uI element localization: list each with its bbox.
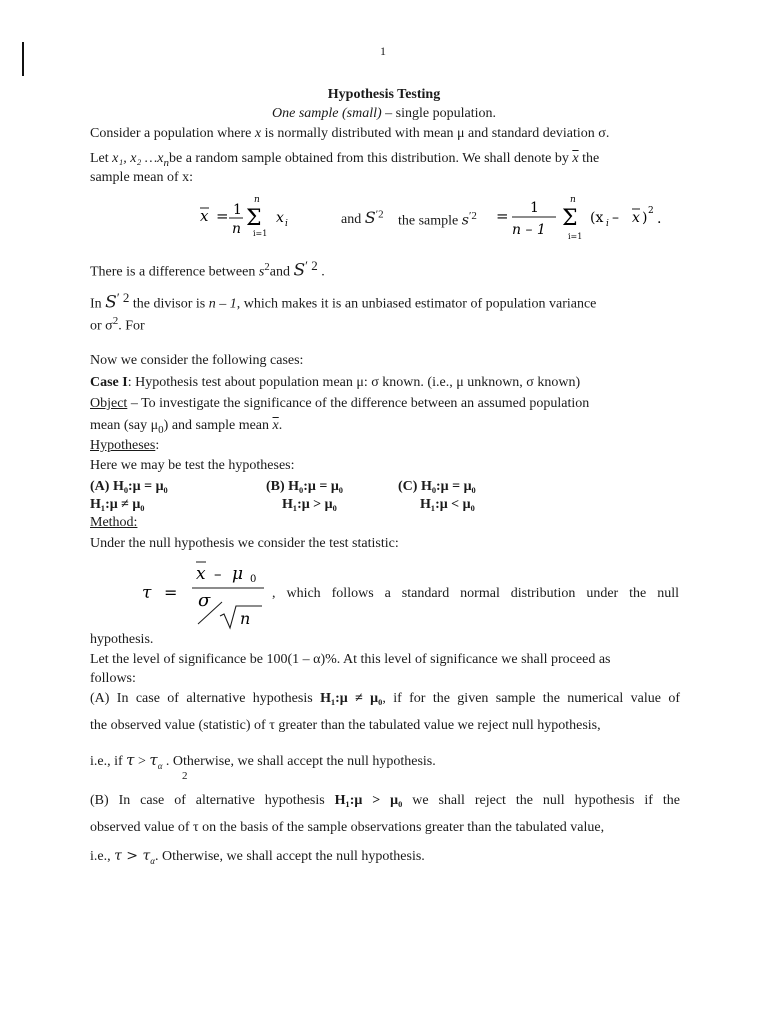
- svg-text:0: 0: [250, 574, 257, 585]
- hypotheses-heading: Hypotheses:: [90, 438, 160, 453]
- margin-mark: [22, 42, 24, 76]
- svg-text:n: n: [232, 221, 242, 237]
- hypothesis-c-h1: H₁:μ < μ₀: [420, 497, 475, 512]
- intro-line-2: Let x₁, x₂ $\dots x_nbe$ a random sample obtained from this distribution. We shall denote by $\overline{x}$ the: [90, 151, 600, 169]
- svg-text:=: =: [496, 207, 509, 225]
- part-a-alpha-denominator: 2: [182, 770, 188, 782]
- significance-line-1: Let the level of significance be 100(1 – α)%. At this level of significance we shall proceed as: [90, 652, 611, 667]
- svg-text:=: =: [216, 207, 229, 225]
- divisor-line-1: In $S^{' 2}$ the divisor is n – 1, which makes it is an unbiased estimator of population variance: [90, 290, 597, 313]
- svg-text:1: 1: [233, 202, 242, 218]
- sample-variance-formula: [494, 194, 674, 244]
- svg-text:n: n: [254, 195, 260, 205]
- statistic-follows-text: , which follows a standard normal distribution under the null: [272, 586, 679, 601]
- svg-text:x: x: [196, 564, 206, 584]
- page-number: 1: [380, 44, 386, 58]
- hypothesis-b-h0: (B) H₀:μ = μ₀: [266, 479, 343, 494]
- cases-intro: Now we consider the following cases:: [90, 353, 304, 368]
- svg-text:n – 1: n – 1: [512, 222, 546, 238]
- divisor-line-2: or $\sigma^2$. For: [90, 315, 145, 334]
- svg-text:Σ: Σ: [562, 206, 578, 231]
- part-b-line-1: (B) In case of alternative hypothesis H₁:μ > μ₀ we shall reject the null hypothesis if the: [90, 793, 680, 808]
- hypothesis-a-h1: H₁:μ ≠ μ₀: [90, 497, 145, 512]
- svg-text:1: 1: [530, 200, 539, 216]
- part-a-line-3: i.e., if $\tau > \tau_\alpha$ . Otherwise, we shall accept the null hypothesis.: [90, 751, 436, 771]
- hypothesis-a-h0: (A) H₀:μ = μ₀: [90, 479, 168, 494]
- difference-line: There is a difference between $s^2and$ $S^{' 2}$ .: [90, 258, 325, 281]
- svg-text:n: n: [240, 609, 251, 628]
- intro-line-1: Consider a population where x is normally distributed with mean μ and standard deviation σ.: [90, 126, 610, 141]
- test-statistic-formula: [142, 556, 282, 632]
- svg-text:x: x: [632, 210, 640, 226]
- svg-text:x: x: [276, 210, 284, 226]
- the-sample-label: the sample $s^{'2}$: [398, 210, 477, 229]
- case-1-line: Case I: Hypothesis test about population mean μ: σ known. (i.e., μ unknown, σ known): [90, 375, 581, 390]
- hypothesis-c-h0: (C) H₀:μ = μ₀: [398, 479, 476, 494]
- method-heading: Method:: [90, 515, 138, 530]
- method-text: Under the null hypothesis we consider the test statistic:: [90, 536, 399, 551]
- svg-text:=: =: [164, 583, 178, 602]
- svg-text:n: n: [570, 195, 576, 205]
- hypothesis-b-h1: H₁:μ > μ₀: [282, 497, 337, 512]
- hypotheses-intro: Here we may be test the hypotheses:: [90, 458, 295, 473]
- and-s-prime: and $S^{'2}$: [341, 208, 384, 227]
- svg-text:–: –: [612, 210, 619, 226]
- svg-text:i=1: i=1: [253, 229, 268, 238]
- svg-text:i: i: [606, 219, 609, 229]
- part-b-line-3: i.e., $\tau > \tau_\alpha$. Otherwise, we shall accept the null hypothesis.: [90, 848, 425, 866]
- intro-line-3: sample mean of x:: [90, 170, 194, 185]
- part-a-line-1: (A) In case of alternative hypothesis H₁:μ ≠ μ₀, if for the given sample the numerical value of: [90, 691, 680, 706]
- part-b-line-2: observed value of τ on the basis of the sample observations greater than the tabulated value,: [90, 820, 605, 835]
- svg-text:2: 2: [648, 206, 654, 216]
- svg-text:σ: σ: [198, 590, 211, 611]
- svg-text:Σ: Σ: [246, 206, 262, 231]
- svg-text:i=1: i=1: [568, 232, 583, 241]
- svg-text:x: x: [200, 207, 209, 225]
- object-line-1: Object – To investigate the significance of the difference between an assumed population: [90, 396, 590, 411]
- svg-text:–: –: [214, 565, 222, 583]
- part-a-line-2: the observed value (statistic) of τ greater than the tabulated value we reject null hypothesis,: [90, 718, 601, 733]
- document-subtitle: One sample (small) – single population.: [272, 106, 496, 121]
- svg-text:): ): [642, 210, 648, 226]
- svg-text:(x: (x: [590, 210, 604, 226]
- sample-mean-formula: [196, 194, 306, 240]
- svg-text:μ: μ: [232, 564, 244, 584]
- svg-text:i: i: [285, 219, 288, 229]
- significance-line-2: follows:: [90, 671, 136, 686]
- hypothesis-word: hypothesis.: [90, 632, 154, 647]
- document-title: Hypothesis Testing: [327, 87, 441, 102]
- object-line-2: mean (say $\mu_0$) and sample mean $\overline{x}$.: [90, 418, 283, 436]
- svg-text:τ: τ: [142, 583, 152, 603]
- svg-text:.: .: [657, 211, 662, 227]
